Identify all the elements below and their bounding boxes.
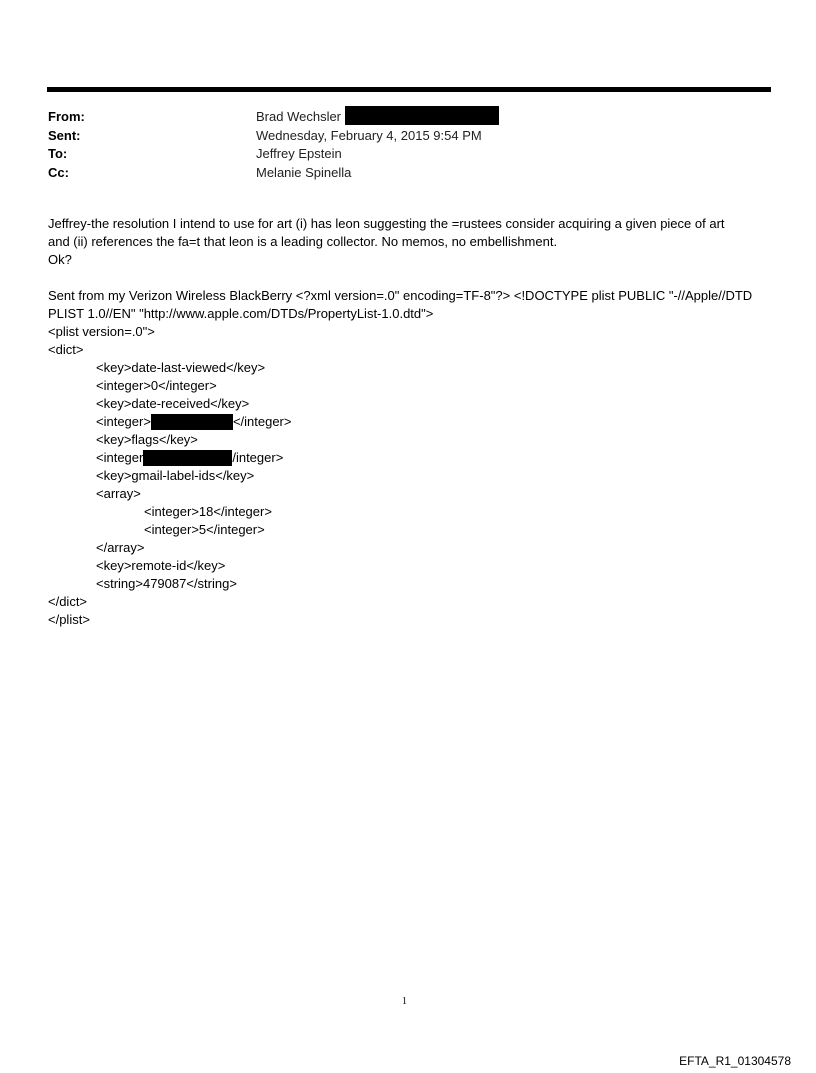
page-number: 1 [402, 996, 407, 1007]
signature-line: PLIST 1.0//EN" "http://www.apple.com/DTDs/PropertyList-1.0.dtd"> [48, 306, 434, 321]
signature-line: Sent from my Verizon Wireless BlackBerry <?xml version=.0" encoding=TF-8"?> <!DOCTYPE plist PUBLIC "-//Apple//DTD [48, 288, 753, 303]
plist-text: <integer [96, 450, 144, 465]
plist-line: <key>flags</key> [96, 432, 198, 447]
from-label: From: [48, 109, 85, 124]
plist-text: <integer> [96, 414, 151, 429]
document-id: EFTA_R1_01304578 [679, 1054, 791, 1068]
from-value [256, 108, 499, 127]
body-line: Ok? [48, 252, 72, 267]
plist-line: <integer>18</integer> [144, 504, 272, 519]
plist-text: /integer> [232, 450, 284, 465]
plist-line: <integer>0</integer> [96, 378, 217, 393]
plist-line: </dict> [48, 594, 88, 609]
sent-label: Sent: [48, 127, 81, 143]
plist-line [48, 449, 783, 467]
sent-value: Wednesday, February 4, 2015 9:54 PM [256, 127, 482, 143]
body-line: and (ii) references the fa=t that leon is a leading collector. No memos, no embellishment. [48, 234, 558, 249]
sender-name: Brad Wechsler [256, 109, 342, 124]
to-label: To: [48, 146, 68, 161]
cc-label: Cc: [48, 164, 69, 180]
plist-line: <array> [96, 486, 141, 501]
plist-line: <string>479087</string> [96, 576, 237, 591]
redaction-box [345, 106, 499, 125]
redaction-box [151, 414, 233, 430]
plist-line: <key>date-received</key> [96, 396, 250, 411]
body-line: Jeffrey-the resolution I intend to use for art (i) has leon suggesting the =rustees consider acquiring a given piece of art [48, 216, 725, 231]
plist-line: <key>gmail-label-ids</key> [96, 468, 255, 483]
cc-value: Melanie Spinella [256, 164, 352, 180]
plist-line [48, 413, 783, 431]
header-divider [47, 87, 771, 92]
plist-line: </array> [96, 540, 145, 555]
plist-line: <integer>5</integer> [144, 522, 265, 537]
email-body [48, 215, 783, 629]
plist-line: <dict> [48, 342, 84, 357]
plist-line: <plist version=.0"> [48, 324, 155, 339]
to-value: Jeffrey Epstein [256, 146, 342, 161]
plist-line: </plist> [48, 612, 90, 627]
plist-text: </integer> [232, 414, 292, 429]
plist-line: <key>date-last-viewed</key> [96, 360, 266, 375]
plist-line: <key>remote-id</key> [96, 558, 226, 573]
redaction-box [143, 450, 232, 466]
